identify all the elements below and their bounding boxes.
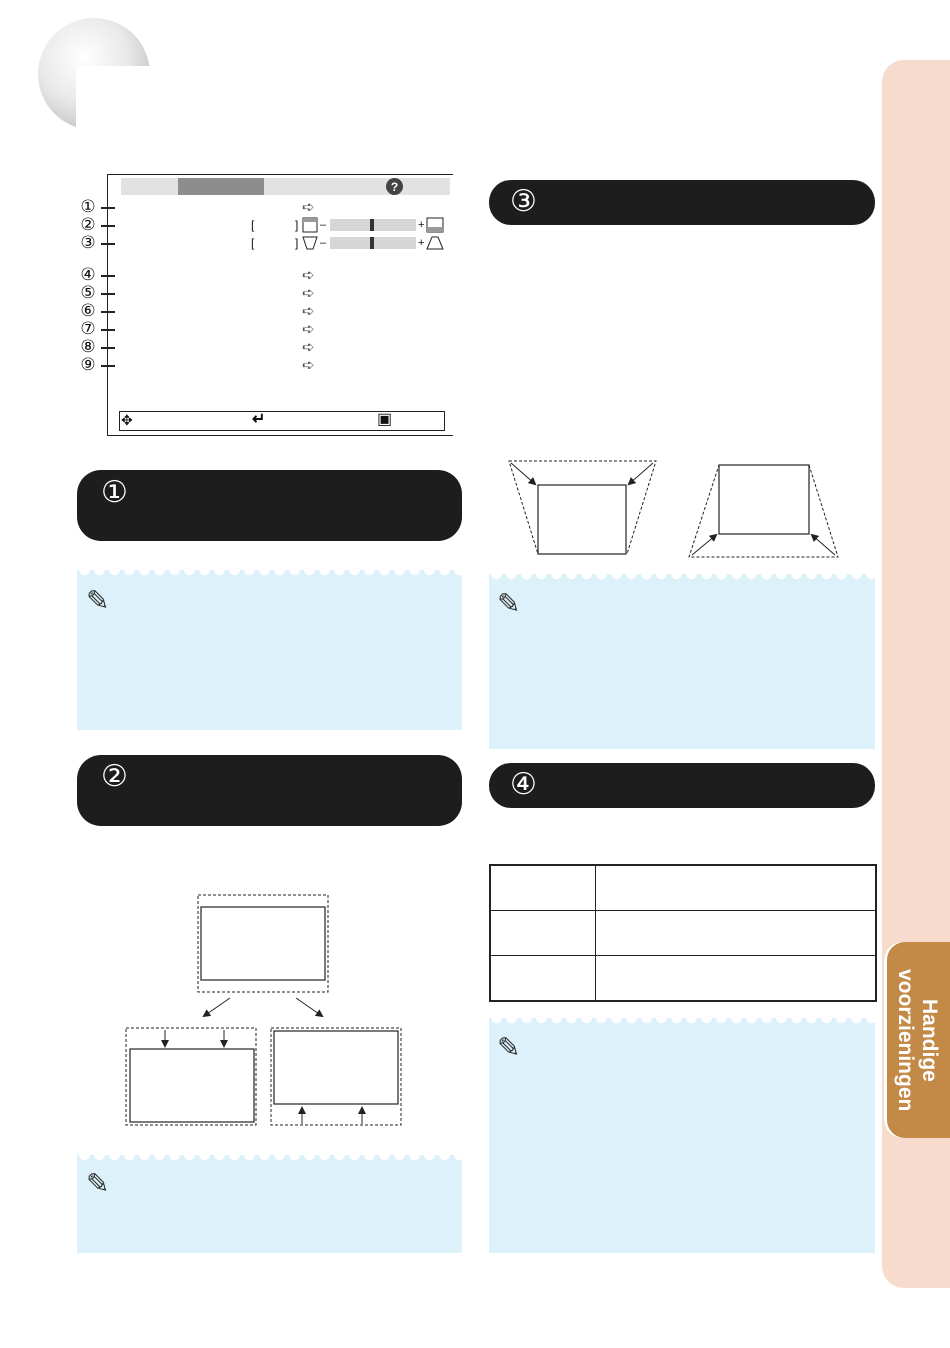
- pencil-icon: ✎: [497, 588, 521, 619]
- menu-row-leader: [101, 243, 115, 245]
- note-box-1: [77, 570, 462, 730]
- corner-mask: [76, 66, 166, 146]
- diagram-image: [201, 907, 325, 980]
- keystone-narrow-bottom-icon: [302, 235, 318, 251]
- menu-row-number: ①: [80, 197, 96, 216]
- note-edge: [489, 574, 875, 584]
- side-tab-label-wrap: [884, 942, 950, 1138]
- note-box-4: [489, 1018, 875, 1253]
- slider-knob[interactable]: [370, 219, 374, 231]
- menu-row-leader: [101, 225, 115, 227]
- note-edge: [77, 1155, 462, 1165]
- menu-footer: [119, 411, 445, 431]
- plus-sign: +: [418, 219, 425, 231]
- section-1-header: [77, 470, 462, 541]
- note-edge: [489, 1018, 875, 1028]
- submenu-arrow-icon[interactable]: ➪: [302, 199, 315, 216]
- diagram-image: [130, 1049, 254, 1122]
- screen-top-icon: [302, 217, 318, 233]
- menu-button-icon: ▣: [377, 411, 393, 428]
- menu-row-leader: [101, 275, 115, 277]
- table-cell: [490, 956, 596, 1002]
- section-4-number: ④: [510, 768, 537, 801]
- table-cell: [596, 956, 877, 1002]
- table-row: [490, 911, 876, 956]
- bracket-open: [: [251, 218, 255, 232]
- section-3-number: ③: [510, 185, 537, 218]
- menu-tab-active[interactable]: [178, 178, 264, 195]
- keystone-diagram-top-wide: [505, 458, 660, 558]
- table-cell: [596, 865, 877, 911]
- pencil-icon: ✎: [86, 1168, 110, 1199]
- diagram-image: [274, 1031, 398, 1104]
- menu-row-number: ⑤: [80, 283, 96, 302]
- menu-row-leader: [101, 347, 115, 349]
- move-cursor-icon: ✥: [121, 412, 133, 428]
- section-4-header: [489, 763, 875, 808]
- section-1-number: ①: [101, 476, 128, 509]
- submenu-arrow-icon[interactable]: ➪: [302, 339, 315, 356]
- enter-icon: ↵: [252, 411, 266, 428]
- pencil-icon: ✎: [86, 585, 110, 616]
- note-box-2: [77, 1155, 462, 1253]
- menu-row-number: ⑧: [80, 337, 96, 356]
- menu-row-leader: [101, 207, 115, 209]
- table-row: [490, 956, 876, 1002]
- menu-row-number: ⑦: [80, 319, 96, 338]
- table-row: [490, 865, 876, 911]
- pencil-icon: ✎: [497, 1032, 521, 1063]
- table-cell: [596, 911, 877, 956]
- submenu-arrow-icon[interactable]: ➪: [302, 303, 315, 320]
- submenu-arrow-icon[interactable]: ➪: [302, 267, 315, 284]
- minus-sign: –: [320, 219, 327, 231]
- section-2-number: ②: [101, 760, 128, 793]
- note-box-3: [489, 574, 875, 749]
- submenu-arrow-icon[interactable]: ➪: [302, 285, 315, 302]
- keystone-diagram-bottom-wide: [686, 462, 841, 562]
- menu-row-number: ⑨: [80, 355, 96, 374]
- diagram-arrow: [296, 998, 322, 1016]
- bracket-close: ]: [295, 236, 299, 250]
- menu-row-number: ④: [80, 265, 96, 284]
- slider-knob[interactable]: [370, 237, 374, 249]
- menu-row-number: ②: [80, 215, 96, 234]
- settings-table: [489, 864, 877, 1002]
- help-icon[interactable]: ?: [386, 178, 403, 195]
- table-cell: [490, 865, 596, 911]
- menu-row-leader: [101, 329, 115, 331]
- keystone-narrow-top-icon: [426, 235, 444, 251]
- note-edge: [77, 570, 462, 580]
- submenu-arrow-icon[interactable]: ➪: [302, 321, 315, 338]
- menu-row-leader: [101, 293, 115, 295]
- table-cell: [490, 911, 596, 956]
- menu-row-leader: [101, 311, 115, 313]
- bracket-close: ]: [295, 218, 299, 232]
- submenu-arrow-icon[interactable]: ➪: [302, 357, 315, 374]
- keystone-image: [719, 465, 809, 534]
- side-tab-label: Handige voorzieningen: [894, 968, 941, 1112]
- keystone-arrow: [511, 463, 535, 484]
- menu-row-number: ⑥: [80, 301, 96, 320]
- screen-bottom-icon: [426, 217, 444, 233]
- menu-row-leader: [101, 365, 115, 367]
- vertical-position-diagram: [124, 892, 404, 1128]
- minus-sign: –: [320, 237, 327, 249]
- keystone-image: [538, 485, 626, 554]
- plus-sign: +: [418, 237, 425, 249]
- bracket-open: [: [251, 236, 255, 250]
- section-3-header: [489, 180, 875, 225]
- section-2-header: [77, 755, 462, 826]
- menu-row-number: ③: [80, 233, 96, 252]
- menu-screen: [107, 174, 453, 436]
- diagram-arrow: [204, 998, 230, 1016]
